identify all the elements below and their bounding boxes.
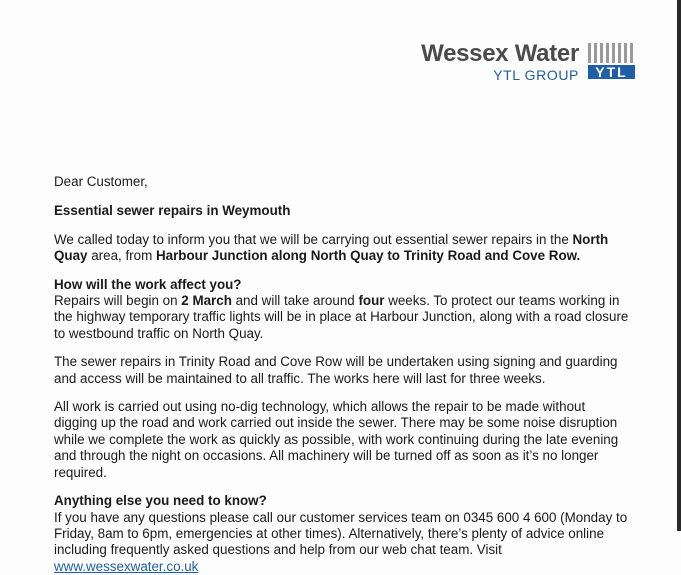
letter-body bbox=[54, 174, 629, 575]
logo-group-label: YTL GROUP bbox=[493, 67, 579, 83]
p1-text-3: weeks. To protect our teams working in the highway temporary traffic lights will be in place at Harbour Junction, along with a road closure to westbound traffic on North Quay. bbox=[54, 293, 629, 341]
p1-bold-duration: four bbox=[358, 293, 385, 309]
intro-text-2: area, from bbox=[87, 248, 156, 264]
p1-bold-date: 2 March bbox=[181, 293, 232, 309]
wessex-water-logo bbox=[421, 40, 637, 84]
p1-text-2: and will take around bbox=[231, 293, 359, 309]
p1-text-1: Repairs will begin on bbox=[54, 293, 182, 309]
logo-wordmark: Wessex Water bbox=[421, 40, 579, 67]
ytl-logo-icon bbox=[587, 42, 637, 80]
page-edge-shadow bbox=[677, 0, 681, 531]
ytl-mark-text: YTL bbox=[595, 64, 628, 80]
work-effect-paragraph-3: All work is carried out using no-dig technology, which allows the repair to be made without digging up the road and work carried out inside the sewer. There may be some noise disruption while we complete the work as quickly as possible, with work continuing during the late evening and through the night on occasions. All machinery will be turned off as soon as it’s no longer required. bbox=[54, 399, 619, 480]
section-heading-more-info: Anything else you need to know? bbox=[54, 493, 267, 509]
intro-bold-route: Harbour Junction along North Quay to Trinity Road and Cove Row. bbox=[155, 248, 581, 264]
letter-greeting: Dear Customer, bbox=[54, 174, 148, 189]
website-link[interactable]: www.wessexwater.co.uk bbox=[54, 558, 199, 574]
intro-bold-north-quay: North Quay bbox=[54, 231, 609, 264]
intro-text-1: We called today to inform you that we will be carrying out essential sewer repairs in the bbox=[54, 231, 573, 247]
section-heading-work-effect: How will the work affect you? bbox=[54, 276, 242, 292]
website-link-line bbox=[54, 559, 629, 575]
more-info-paragraph: If you have any questions please call our customer services team on 0345 600 4 600 (Monday to Friday, 8am to 6pm, emergencies at other times). Alternatively, there’s plenty of advice online including frequently asked questions and help from our web chat team. Visit bbox=[54, 509, 628, 558]
work-effect-paragraph-1 bbox=[54, 293, 629, 342]
letter-subject: Essential sewer repairs in Weymouth bbox=[54, 203, 291, 219]
work-effect-paragraph-2: The sewer repairs in Trinity Road and Cove Row will be undertaken using signing and guarding and access will be maintained to all traffic. The works here will last for three weeks. bbox=[54, 354, 618, 386]
intro-paragraph bbox=[54, 232, 629, 265]
